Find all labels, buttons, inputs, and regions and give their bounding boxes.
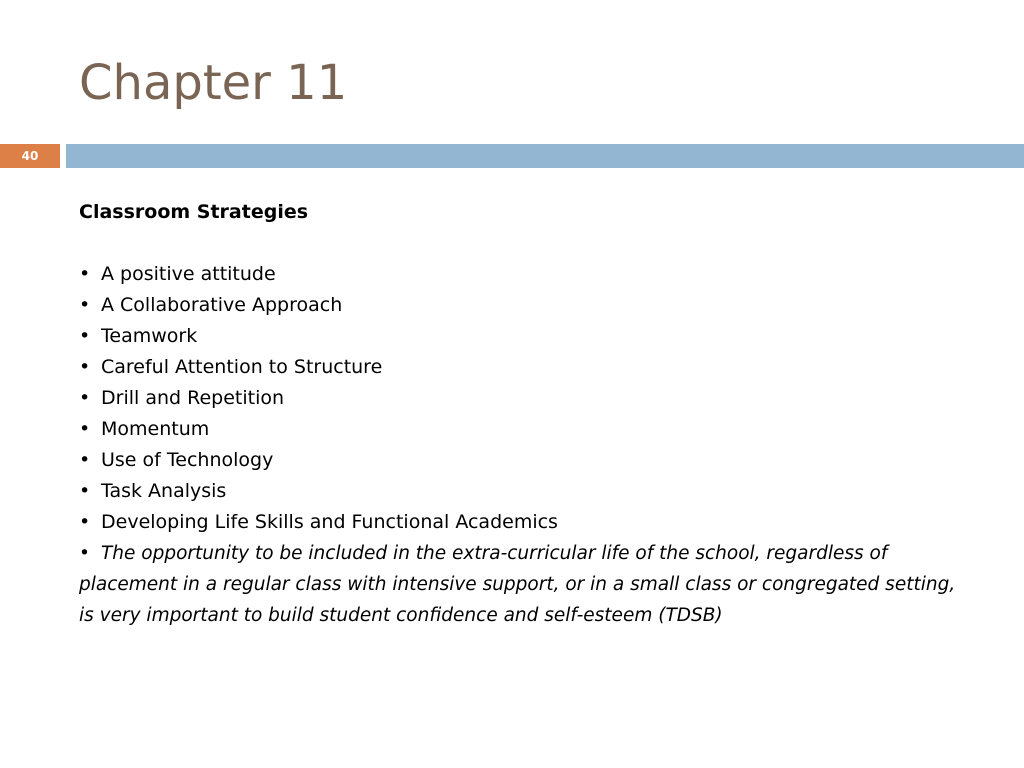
note-text: The opportunity to be included in the extra-curricular life of the school, regardless of placement in a regular class with intensive support, or in a small class or congregated setting, is very important to build student confidence and self-esteem (TDSB)	[79, 543, 956, 626]
list-item-text: Momentum	[101, 418, 210, 440]
bullet-icon: •	[79, 325, 91, 347]
list-item-text: A Collaborative Approach	[101, 294, 343, 316]
bullet-icon: •	[79, 511, 91, 533]
list-item	[79, 290, 959, 321]
bullet-icon: •	[79, 263, 91, 285]
bullet-icon: •	[79, 387, 91, 409]
bullet-icon: •	[79, 294, 91, 316]
list-item-text: Use of Technology	[101, 449, 274, 471]
list-item-text: A positive attitude	[101, 263, 276, 285]
bullet-list	[79, 259, 959, 538]
list-item-text: Careful Attention to Structure	[101, 356, 383, 378]
bullet-icon: •	[79, 543, 90, 564]
bullet-icon: •	[79, 418, 91, 440]
list-item	[79, 507, 959, 538]
list-item-text: Developing Life Skills and Functional Academics	[101, 511, 558, 533]
slide-title: Chapter 11	[79, 55, 348, 111]
slide-number: 40	[0, 144, 60, 168]
list-item	[79, 321, 959, 352]
slide-content	[79, 197, 959, 631]
list-item	[79, 352, 959, 383]
list-item	[79, 383, 959, 414]
list-item	[79, 414, 959, 445]
list-item-text: Teamwork	[101, 325, 198, 347]
section-heading: Classroom Strategies	[79, 201, 309, 223]
list-item	[79, 445, 959, 476]
list-item	[79, 476, 959, 507]
list-item-text: Task Analysis	[101, 480, 227, 502]
bullet-icon: •	[79, 480, 91, 502]
title-bar	[66, 144, 1024, 168]
list-item-text: Drill and Repetition	[101, 387, 285, 409]
bullet-icon: •	[79, 449, 91, 471]
list-item	[79, 259, 959, 290]
note-paragraph	[79, 538, 959, 631]
bullet-icon: •	[79, 356, 91, 378]
